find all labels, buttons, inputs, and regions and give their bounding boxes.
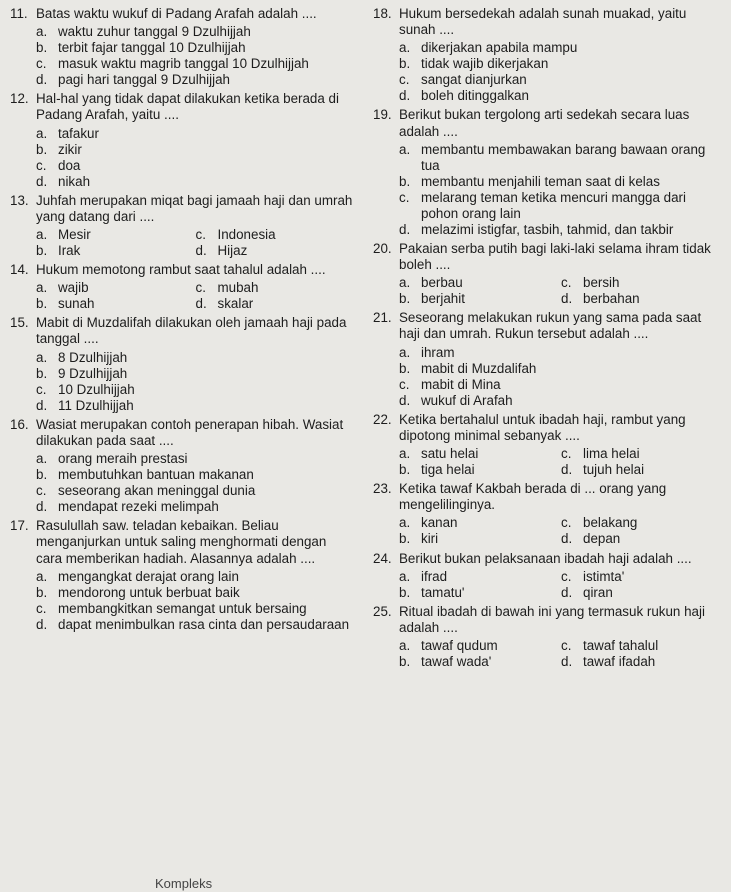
answer-option[interactable] <box>399 142 723 174</box>
option-text: zikir <box>58 141 82 157</box>
option-text: 9 Dzulhijjah <box>58 365 128 381</box>
question-stem: Rasulullah saw. teladan kebaikan. Beliau menganjurkan untuk saling menghormati dengan cara memberikan hadiah. Alasannya adalah .... <box>36 518 327 566</box>
option-letter: a. <box>399 637 411 653</box>
question-number: 13. <box>10 192 29 208</box>
option-letter: c. <box>399 72 410 88</box>
answer-option[interactable] <box>36 569 355 585</box>
question-number: 12. <box>10 91 29 107</box>
option-letter: d. <box>36 616 48 632</box>
option-row <box>399 446 723 462</box>
option-letter: b. <box>399 360 411 376</box>
answer-option[interactable] <box>196 243 356 259</box>
option-text: mendapat rezeki melimpah <box>58 499 219 515</box>
answer-option[interactable] <box>561 275 723 291</box>
question-23 <box>373 481 723 547</box>
answer-options <box>399 569 723 601</box>
question-stem: Pakaian serba putih bagi laki-laki selama ihram tidak boleh .... <box>399 241 711 273</box>
option-text: tujuh helai <box>583 462 645 478</box>
option-letter: a. <box>36 24 48 40</box>
option-text: kiri <box>421 531 439 547</box>
question-18 <box>373 6 723 104</box>
answer-option[interactable] <box>399 654 561 670</box>
option-letter: c. <box>561 446 572 462</box>
question-21 <box>373 310 723 408</box>
option-text: 11 Dzulhijjah <box>58 397 134 413</box>
option-letter: a. <box>36 227 48 243</box>
answer-options <box>36 569 355 633</box>
option-letter: b. <box>36 467 48 483</box>
option-letter: a. <box>36 349 48 365</box>
answer-option[interactable] <box>561 638 723 654</box>
option-text: mabit di Muzdalifah <box>421 360 537 376</box>
answer-option[interactable] <box>36 467 355 483</box>
answer-option[interactable] <box>36 158 355 174</box>
option-letter: c. <box>36 157 47 173</box>
option-letter: d. <box>36 72 48 88</box>
answer-option[interactable] <box>36 280 196 296</box>
option-letter: c. <box>561 515 572 531</box>
answer-option[interactable] <box>561 531 723 547</box>
answer-option[interactable] <box>196 296 356 312</box>
answer-option[interactable] <box>399 377 723 393</box>
option-text: 10 Dzulhijjah <box>58 381 135 397</box>
option-text: tidak wajib dikerjakan <box>421 56 549 72</box>
option-letter: c. <box>399 189 410 205</box>
option-letter: a. <box>399 40 411 56</box>
answer-option[interactable] <box>196 227 356 243</box>
option-text: dikerjakan apabila mampu <box>421 40 578 56</box>
answer-option[interactable] <box>399 345 723 361</box>
option-letter: a. <box>36 280 48 296</box>
answer-option[interactable] <box>399 446 561 462</box>
option-text: skalar <box>217 296 254 312</box>
answer-option[interactable] <box>561 515 723 531</box>
option-letter: b. <box>399 56 411 72</box>
answer-options <box>399 142 723 238</box>
question-25 <box>373 604 723 670</box>
option-row <box>36 227 355 243</box>
option-text: depan <box>583 531 621 547</box>
option-row <box>399 462 723 478</box>
answer-option[interactable] <box>36 617 355 633</box>
option-letter: d. <box>195 243 207 259</box>
option-text: 8 Dzulhijjah <box>58 349 128 365</box>
option-text: tawaf ifadah <box>583 653 656 669</box>
answer-option[interactable] <box>399 393 723 409</box>
option-letter: a. <box>399 275 411 291</box>
option-row <box>399 275 723 291</box>
answer-option[interactable] <box>399 56 723 72</box>
option-letter: a. <box>399 568 411 584</box>
answer-option[interactable] <box>196 280 356 296</box>
option-letter: d. <box>399 222 411 238</box>
option-letter: c. <box>561 275 572 291</box>
answer-option[interactable] <box>36 24 355 40</box>
answer-option[interactable] <box>36 585 355 601</box>
option-letter: b. <box>399 653 411 669</box>
option-letter: d. <box>561 462 573 478</box>
option-text: wukuf di Arafah <box>421 392 513 408</box>
answer-option[interactable] <box>561 585 723 601</box>
option-row <box>399 515 723 531</box>
option-letter: b. <box>36 243 48 259</box>
answer-option[interactable] <box>36 56 355 72</box>
question-17 <box>10 518 355 633</box>
option-text: melarang teman ketika mencuri mangga dari pohon orang lain <box>421 189 686 221</box>
option-row <box>399 585 723 601</box>
option-letter: b. <box>36 40 48 56</box>
answer-option[interactable] <box>399 88 723 104</box>
answer-option[interactable] <box>399 291 561 307</box>
answer-option[interactable] <box>561 291 723 307</box>
option-text: membangkitkan semangat untuk bersaing <box>58 600 307 616</box>
question-15 <box>10 315 355 413</box>
question-number: 23. <box>373 481 392 497</box>
answer-option[interactable] <box>36 499 355 515</box>
option-text: kanan <box>421 515 458 531</box>
question-number: 18. <box>373 6 392 21</box>
option-text: berjahit <box>421 291 465 307</box>
option-text: sangat dianjurkan <box>421 72 527 88</box>
question-stem: Seseorang melakukan rukun yang sama pada saat haji dan umrah. Rukun tersebut adalah .... <box>399 310 702 342</box>
option-text: lima helai <box>583 446 640 462</box>
footer-cut-off-text: Kompleks <box>155 876 213 891</box>
answer-options <box>399 515 723 547</box>
question-number: 15. <box>10 315 29 331</box>
option-letter: b. <box>399 584 411 600</box>
option-text: waktu zuhur tanggal 9 Dzulhijjah <box>58 24 251 40</box>
answer-option[interactable] <box>399 531 561 547</box>
option-text: Mesir <box>58 227 91 243</box>
option-letter: b. <box>36 584 48 600</box>
option-letter: b. <box>399 531 411 547</box>
option-letter: d. <box>561 291 573 307</box>
option-text: istimta' <box>583 568 625 584</box>
option-text: belakang <box>583 515 638 531</box>
option-letter: c. <box>195 280 206 296</box>
right-question-column <box>373 6 723 673</box>
option-text: melazimi istigfar, tasbih, tahmid, dan takbir <box>421 222 674 238</box>
question-11 <box>10 6 355 88</box>
question-stem: Berikut bukan tergolong arti sedekah secara luas adalah .... <box>399 107 690 139</box>
question-number: 11. <box>10 6 28 21</box>
option-letter: a. <box>399 446 411 462</box>
option-letter: c. <box>36 381 47 397</box>
question-stem: Hal-hal yang tidak dapat dilakukan ketika berada di Padang Arafah, yaitu .... <box>36 91 339 123</box>
option-text: mendorong untuk berbuat baik <box>58 584 240 600</box>
option-text: tafakur <box>58 125 99 141</box>
left-question-column <box>10 6 355 636</box>
option-letter: c. <box>561 637 572 653</box>
option-letter: b. <box>36 296 48 312</box>
option-letter: c. <box>561 568 572 584</box>
question-number: 25. <box>373 603 392 619</box>
answer-option[interactable] <box>36 72 355 88</box>
option-text: mengangkat derajat orang lain <box>58 568 239 584</box>
question-stem: Ketika bertahalul untuk ibadah haji, rambut yang dipotong minimal sebanyak .... <box>399 411 686 443</box>
answer-option[interactable] <box>561 446 723 462</box>
question-number: 21. <box>373 310 392 326</box>
answer-options <box>36 126 355 190</box>
question-stem: Wasiat merupakan contoh penerapan hibah. Wasiat dilakukan pada saat .... <box>36 416 344 448</box>
option-letter: d. <box>36 173 48 189</box>
question-19 <box>373 107 723 238</box>
option-letter: d. <box>399 392 411 408</box>
answer-option[interactable] <box>561 462 723 478</box>
option-letter: d. <box>399 88 411 104</box>
option-text: membantu menjahili teman saat di kelas <box>421 173 660 189</box>
option-letter: a. <box>36 125 48 141</box>
option-row <box>399 531 723 547</box>
question-stem: Mabit di Muzdalifah dilakukan oleh jamaah haji pada tanggal .... <box>36 315 347 347</box>
question-22 <box>373 412 723 478</box>
answer-option[interactable] <box>399 462 561 478</box>
question-number: 20. <box>373 241 392 257</box>
option-text: ihram <box>421 344 455 360</box>
answer-options <box>399 40 723 104</box>
option-text: wajib <box>58 280 89 296</box>
answer-option[interactable] <box>36 451 355 467</box>
option-letter: b. <box>399 291 411 307</box>
option-letter: d. <box>36 499 48 515</box>
question-stem: Berikut bukan pelaksanaan ibadah haji adalah .... <box>399 550 692 566</box>
answer-option[interactable] <box>36 601 355 617</box>
answer-option[interactable] <box>36 227 196 243</box>
option-text: dapat menimbulkan rasa cinta dan persaudaraan <box>58 616 350 632</box>
option-letter: b. <box>36 365 48 381</box>
option-row <box>399 569 723 585</box>
option-text: tawaf tahalul <box>583 637 659 653</box>
option-row <box>36 280 355 296</box>
option-letter: c. <box>36 56 47 72</box>
question-20 <box>373 241 723 307</box>
option-text: doa <box>58 157 81 173</box>
answer-options <box>36 24 355 88</box>
option-text: tamatu' <box>421 584 465 600</box>
option-letter: a. <box>399 141 411 157</box>
answer-option[interactable] <box>399 638 561 654</box>
answer-option[interactable] <box>399 515 561 531</box>
option-letter: a. <box>399 515 411 531</box>
option-row <box>36 296 355 312</box>
answer-options <box>399 275 723 307</box>
option-letter: d. <box>36 397 48 413</box>
option-text: Indonesia <box>217 227 276 243</box>
question-stem: Ketika tawaf Kakbah berada di ... orang yang mengelilinginya. <box>399 481 667 513</box>
question-number: 17. <box>10 518 29 534</box>
option-letter: c. <box>195 227 206 243</box>
option-letter: a. <box>36 568 48 584</box>
question-12 <box>10 91 355 189</box>
answer-option[interactable] <box>36 296 196 312</box>
option-text: terbit fajar tanggal 10 Dzulhijjah <box>58 40 246 56</box>
option-text: orang meraih prestasi <box>58 451 188 467</box>
option-letter: a. <box>36 451 48 467</box>
answer-option[interactable] <box>399 174 723 190</box>
option-text: ifrad <box>421 568 448 584</box>
answer-option[interactable] <box>399 569 561 585</box>
option-text: berbau <box>421 275 463 291</box>
option-text: pagi hari tanggal 9 Dzulhijjah <box>58 72 230 88</box>
option-text: masuk waktu magrib tanggal 10 Dzulhijjah <box>58 56 309 72</box>
option-text: berbahan <box>583 291 640 307</box>
answer-option[interactable] <box>36 142 355 158</box>
option-text: bersih <box>583 275 620 291</box>
answer-option[interactable] <box>36 350 355 366</box>
answer-option[interactable] <box>36 382 355 398</box>
answer-options <box>36 451 355 515</box>
option-text: mabit di Mina <box>421 376 501 392</box>
question-16 <box>10 417 355 515</box>
option-row <box>36 243 355 259</box>
question-number: 14. <box>10 262 29 278</box>
option-text: tawaf wada' <box>421 653 492 669</box>
option-text: tawaf qudum <box>421 637 498 653</box>
option-letter: c. <box>399 376 410 392</box>
answer-options <box>36 350 355 414</box>
answer-option[interactable] <box>36 243 196 259</box>
option-letter: c. <box>36 600 47 616</box>
option-row <box>399 291 723 307</box>
answer-options <box>36 280 355 312</box>
question-number: 16. <box>10 416 29 432</box>
option-text: membutuhkan bantuan makanan <box>58 467 254 483</box>
answer-option[interactable] <box>399 275 561 291</box>
option-letter: b. <box>399 462 411 478</box>
option-text: satu helai <box>421 446 479 462</box>
option-text: boleh ditinggalkan <box>421 88 529 104</box>
answer-option[interactable] <box>36 483 355 499</box>
answer-option[interactable] <box>36 174 355 190</box>
answer-options <box>399 446 723 478</box>
question-stem: Batas waktu wukuf di Padang Arafah adalah .... <box>36 6 317 21</box>
answer-options <box>36 227 355 259</box>
question-stem: Juhfah merupakan miqat bagi jamaah haji dan umrah yang datang dari .... <box>36 192 353 224</box>
answer-option[interactable] <box>36 398 355 414</box>
option-text: membantu membawakan barang bawaan orang tua <box>421 141 706 173</box>
option-text: qiran <box>583 584 613 600</box>
answer-option[interactable] <box>399 72 723 88</box>
question-24 <box>373 551 723 601</box>
answer-option[interactable] <box>36 126 355 142</box>
option-text: tiga helai <box>421 462 475 478</box>
question-stem: Hukum bersedekah adalah sunah muakad, yaitu sunah .... <box>399 6 687 38</box>
option-letter: b. <box>399 173 411 189</box>
answer-option[interactable] <box>36 366 355 382</box>
option-text: Irak <box>58 243 81 259</box>
question-number: 24. <box>373 550 392 566</box>
answer-option[interactable] <box>36 40 355 56</box>
question-number: 19. <box>373 107 392 123</box>
option-text: sunah <box>58 296 95 312</box>
option-letter: a. <box>399 344 411 360</box>
option-text: mubah <box>217 280 259 296</box>
option-text: nikah <box>58 173 91 189</box>
option-letter: b. <box>36 141 48 157</box>
option-letter: d. <box>561 584 573 600</box>
option-letter: d. <box>561 531 573 547</box>
option-row <box>399 638 723 654</box>
answer-options <box>399 638 723 670</box>
question-14 <box>10 262 355 312</box>
answer-option[interactable] <box>561 569 723 585</box>
answer-option[interactable] <box>399 361 723 377</box>
question-13 <box>10 193 355 259</box>
option-letter: d. <box>561 653 573 669</box>
question-stem: Ritual ibadah di bawah ini yang termasuk rukun haji adalah .... <box>399 603 705 635</box>
answer-option[interactable] <box>399 222 723 238</box>
option-text: seseorang akan meninggal dunia <box>58 483 256 499</box>
option-letter: d. <box>195 296 207 312</box>
answer-option[interactable] <box>399 585 561 601</box>
answer-option[interactable] <box>399 190 723 222</box>
question-stem: Hukum memotong rambut saat tahalul adalah .... <box>36 262 326 278</box>
option-letter: c. <box>36 483 47 499</box>
answer-option[interactable] <box>399 40 723 56</box>
question-number: 22. <box>373 411 392 427</box>
option-text: Hijaz <box>217 243 248 259</box>
answer-option[interactable] <box>561 654 723 670</box>
answer-options <box>399 345 723 409</box>
option-row <box>399 654 723 670</box>
